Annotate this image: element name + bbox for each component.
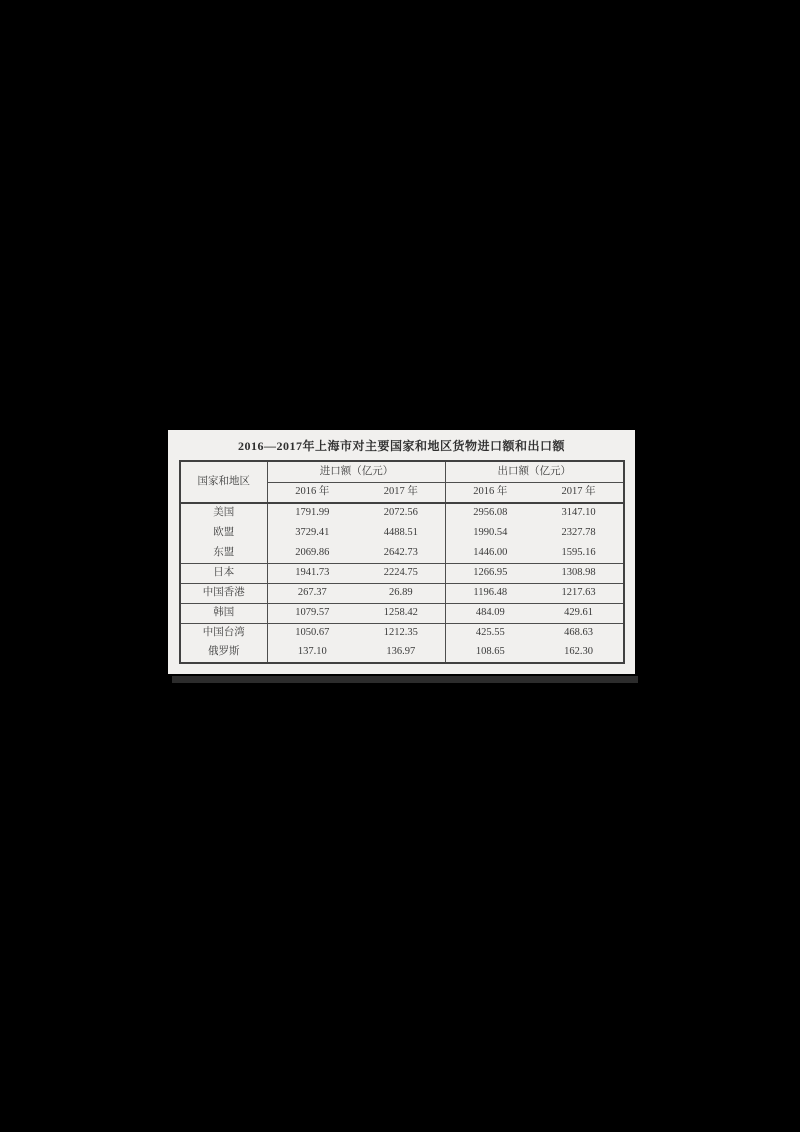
table-row	[180, 523, 624, 543]
value-cell: 137.10	[268, 643, 357, 663]
table-row	[180, 643, 624, 663]
region-cell: 日本	[180, 563, 268, 583]
table-row	[180, 563, 624, 583]
value-cell: 3729.41	[268, 523, 357, 543]
header-export-group: 出口额（亿元）	[446, 461, 624, 482]
value-cell: 1079.57	[268, 603, 357, 623]
header-import-2017: 2017 年	[357, 482, 446, 503]
value-cell: 26.89	[357, 583, 446, 603]
value-cell: 1217.63	[535, 583, 624, 603]
value-cell: 1196.48	[446, 583, 535, 603]
header-export-2017: 2017 年	[535, 482, 624, 503]
value-cell: 136.97	[386, 646, 416, 658]
value-cell: 1990.54	[446, 523, 535, 543]
value-cell: 468.63	[535, 623, 624, 643]
region-cell: 俄罗斯	[208, 646, 240, 658]
header-import-group: 进口额（亿元）	[268, 461, 446, 482]
value-cell: 2327.78	[561, 526, 596, 538]
value-cell: 429.61	[535, 603, 624, 623]
value-cell: 3147.10	[561, 507, 596, 519]
region-cell: 中国香港	[180, 583, 268, 603]
import-export-table	[179, 460, 625, 664]
value-cell: 1212.35	[357, 623, 446, 643]
value-cell: 108.65	[446, 643, 535, 663]
value-cell: 2069.86	[268, 543, 357, 563]
header-region: 国家和地区	[180, 461, 268, 503]
value-cell: 484.09	[446, 603, 535, 623]
scanned-table-sheet	[168, 430, 635, 674]
table-row	[180, 583, 624, 603]
value-cell: 2956.08	[446, 503, 535, 523]
table-row	[180, 543, 624, 563]
region-cell: 东盟	[213, 546, 235, 558]
value-cell: 267.37	[268, 583, 357, 603]
table-row	[180, 503, 624, 523]
table-title: 2016—2017年上海市对主要国家和地区货物进口额和出口额	[237, 439, 565, 453]
value-cell: 1308.98	[535, 563, 624, 583]
table-row	[180, 603, 624, 623]
value-cell: 2224.75	[357, 563, 446, 583]
header-import-2016: 2016 年	[268, 482, 357, 503]
region-cell: 中国台湾	[180, 623, 268, 643]
value-cell: 1595.16	[561, 546, 596, 558]
header-export-2016: 2016 年	[446, 482, 535, 503]
value-cell: 162.30	[564, 646, 593, 658]
table-row	[180, 623, 624, 643]
value-cell: 1050.67	[268, 623, 357, 643]
region-cell: 美国	[213, 507, 235, 519]
value-cell: 2642.73	[383, 546, 418, 558]
value-cell: 2072.56	[383, 507, 418, 519]
value-cell: 1941.73	[268, 563, 357, 583]
region-cell: 韩国	[180, 603, 268, 623]
value-cell: 4488.51	[383, 526, 418, 538]
value-cell: 1446.00	[446, 543, 535, 563]
value-cell: 1266.95	[446, 563, 535, 583]
region-cell: 欧盟	[213, 526, 235, 538]
sheet-shadow	[172, 676, 638, 683]
value-cell: 425.55	[446, 623, 535, 643]
value-cell: 1791.99	[268, 503, 357, 523]
value-cell: 1258.42	[357, 603, 446, 623]
